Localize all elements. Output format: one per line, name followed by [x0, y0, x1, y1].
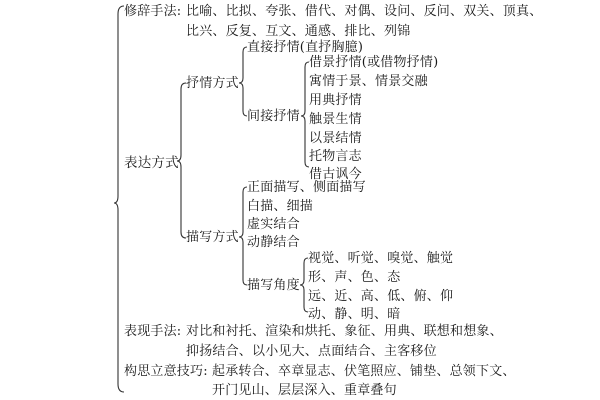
- angle-item: 动、静、明、暗: [308, 307, 401, 322]
- indirect-item: 寓情于景、情景交融: [309, 74, 428, 89]
- rhetoric-line-1: 比喻、比拟、夸张、借代、对偶、设问、反问、双关、顶真、: [186, 4, 543, 19]
- lyric-brace: [239, 47, 247, 116]
- node-direct-lyric: 直接抒情(直抒胸臆): [247, 40, 364, 55]
- angle-brace: [300, 258, 308, 312]
- node-lyric-modes: 抒情方式: [186, 76, 239, 91]
- node-description-angle: 描写角度: [247, 278, 300, 293]
- rhetoric-title: 修辞手法:: [124, 4, 182, 19]
- indirect-item: 托物言志: [309, 149, 362, 164]
- description-item: 正面描写、侧面描写: [247, 180, 366, 195]
- description-item: 动静结合: [247, 235, 300, 250]
- node-indirect-lyric: 间接抒情: [247, 109, 300, 124]
- angle-item: 形、声、色、态: [308, 270, 401, 285]
- angle-item: 视觉、听觉、嗅觉、触觉: [308, 251, 454, 266]
- indirect-item: 以景结情: [309, 131, 362, 146]
- indirect-item: 借古讽今: [309, 167, 362, 182]
- expression-title: 表现手法:: [124, 324, 182, 339]
- description-item: 虚实结合: [247, 217, 300, 232]
- node-description-modes: 描写方式: [186, 230, 239, 245]
- indirect-lyric-brace: [301, 62, 309, 167]
- conception-title: 构思立意技巧:: [124, 364, 208, 379]
- indirect-item: 借景抒情(或借物抒情): [309, 55, 439, 70]
- node-expression-modes: 表达方式: [124, 155, 179, 171]
- description-item: 白描、细描: [247, 199, 314, 214]
- conception-line-1: 起承转合、卒章显志、伏笔照应、铺垫、总领下文、: [212, 364, 516, 379]
- expression-line-1: 对比和衬托、渲染和烘托、象征、用典、联想和想象、: [186, 324, 503, 339]
- expression-line-2: 抑扬结合、以小见大、点面结合、主客移位: [186, 344, 437, 359]
- conception-line-2: 开门见山、层层深入、重章叠句: [212, 383, 397, 398]
- rhetoric-line-2: 比兴、反复、互文、通感、排比、列锦: [186, 24, 411, 39]
- master-brace: [114, 6, 124, 392]
- indirect-item: 触景生情: [309, 112, 362, 127]
- description-brace: [239, 187, 247, 285]
- angle-item: 远、近、高、低、俯、仰: [308, 289, 454, 304]
- indirect-item: 用典抒情: [309, 93, 362, 108]
